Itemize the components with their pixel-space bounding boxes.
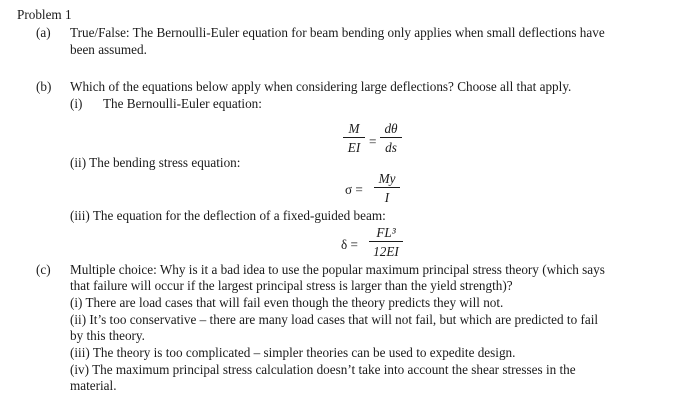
part-c-option-3: (iii) The theory is too complicated – simpler theories can be used to expedite design. (70, 345, 516, 360)
part-c-option-2-line2: by this theory. (70, 328, 145, 343)
part-b-item1-label: (i) (70, 96, 83, 111)
bending-stress-fraction (374, 171, 400, 205)
bernoulli-euler-lhs-numerator: M (348, 121, 360, 136)
deflection-denominator: 12EI (373, 244, 399, 259)
deflection-numerator: FL³ (376, 225, 396, 240)
part-a-text-line2: been assumed. (70, 42, 147, 57)
deflection-lhs: δ = (341, 237, 358, 252)
fraction-bar (343, 137, 365, 138)
bending-stress-denominator: I (384, 190, 390, 205)
part-b-item2-text: (ii) The bending stress equation: (70, 155, 241, 170)
part-c-text-line2: that failure will occur if the largest principal stress is larger than the yield strength)? (70, 278, 513, 293)
part-b-question: Which of the equations below apply when considering large deflections? Choose all that apply. (70, 79, 572, 94)
bernoulli-euler-lhs-denominator: EI (347, 140, 361, 155)
part-b-item1-text: The Bernoulli-Euler equation: (103, 96, 262, 111)
part-b-item3-text: (iii) The equation for the deflection of a fixed-guided beam: (70, 208, 386, 223)
part-c-label: (c) (36, 262, 51, 277)
bernoulli-euler-rhs-fraction (380, 121, 402, 155)
fraction-bar (374, 187, 400, 188)
problem-title: Problem 1 (17, 7, 72, 22)
deflection-fraction (369, 225, 403, 259)
bending-stress-lhs: σ = (345, 182, 363, 197)
part-b-label: (b) (36, 79, 52, 94)
part-c-option-4-line1: (iv) The maximum principal stress calculation doesn’t take into account the shear stresses in the (70, 362, 576, 377)
bernoulli-euler-rhs-denominator: ds (385, 140, 397, 155)
part-c-text-line1: Multiple choice: Why is it a bad idea to use the popular maximum principal stress theory (which says (70, 262, 605, 277)
bending-stress-numerator: My (378, 171, 396, 186)
part-a-label: (a) (36, 25, 51, 40)
part-c-option-1: (i) There are load cases that will fail even though the theory predicts they will not. (70, 295, 504, 310)
bernoulli-euler-lhs-fraction (343, 121, 365, 155)
bernoulli-euler-rhs-numerator: dθ (384, 121, 398, 136)
fraction-bar (369, 241, 403, 242)
part-c-option-4-line2: material. (70, 378, 117, 393)
fraction-bar (380, 137, 402, 138)
part-a-text-line1: True/False: The Bernoulli-Euler equation for beam bending only applies when small deflections have (70, 25, 605, 40)
part-c-option-2-line1: (ii) It’s too conservative – there are many load cases that will not fail, but which are predicted to fail (70, 312, 599, 327)
bernoulli-euler-equals: = (369, 134, 377, 149)
